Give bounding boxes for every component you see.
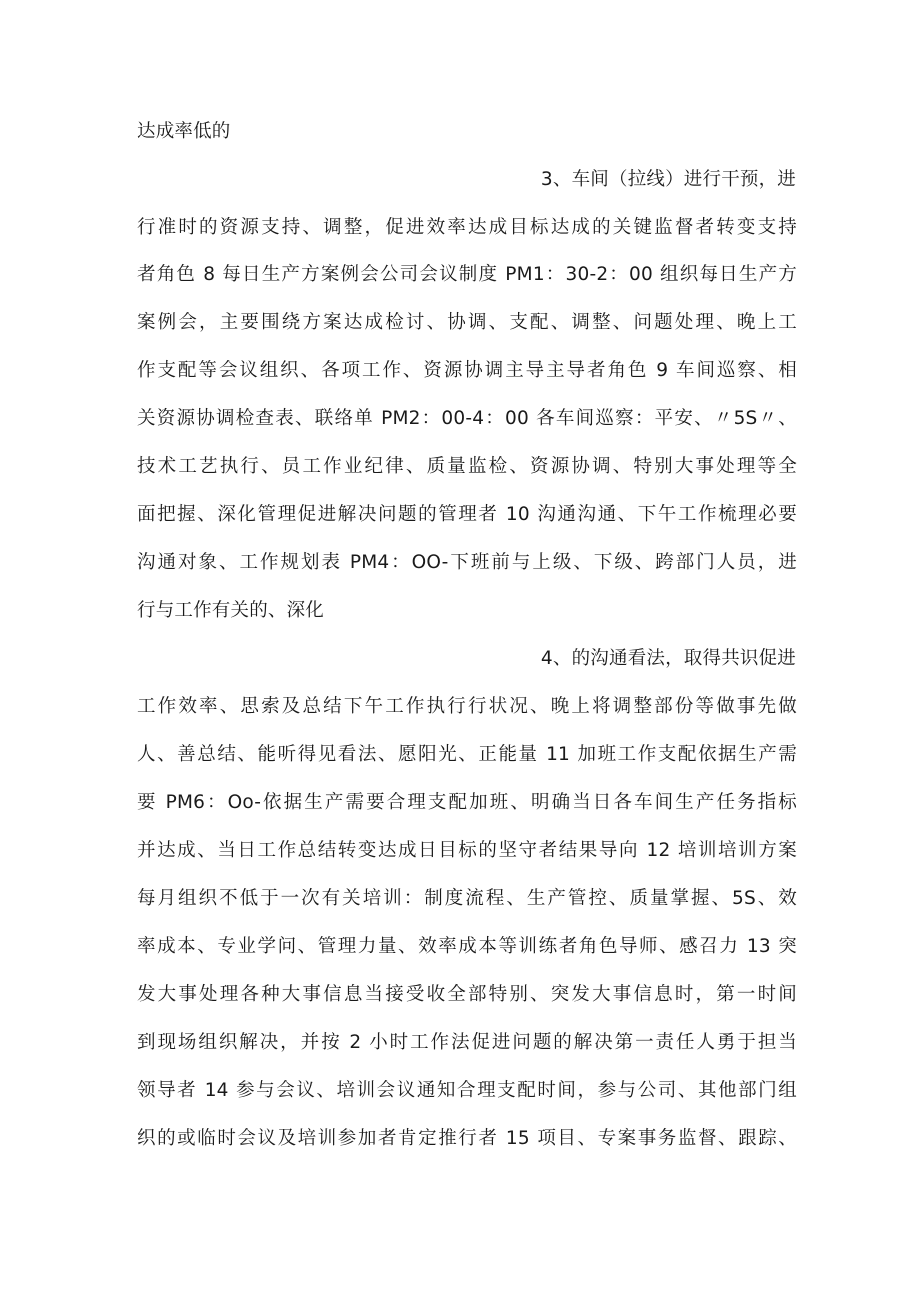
- text-line: 者角色 8 每日生产方案例会公司会议制度 PM1：30-2：00 组织每日生产方: [137, 264, 797, 285]
- text-line: 4、的沟通看法，取得共识促进: [540, 648, 796, 669]
- text-line: 并达成、当日工作总结转变达成日目标的坚守者结果导向 12 培训培训方案: [137, 840, 797, 861]
- text-line: 达成率低的: [137, 121, 231, 142]
- text-line: 领导者 14 参与会议、培训会议通知合理支配时间，参与公司、其他部门组: [137, 1080, 797, 1101]
- text-line: 行准时的资源支持、调整，促进效率达成目标达成的关键监督者转变支持: [137, 217, 797, 238]
- text-line: 沟通对象、工作规划表 PM4：OO-下班前与上级、下级、跨部门人员，进: [137, 552, 797, 573]
- text-line: 每月组织不低于一次有关培训：制度流程、生产管控、质量掌握、5S、效: [137, 888, 797, 909]
- text-line: 率成本、专业学问、管理力量、效率成本等训练者角色导师、感召力 13 突: [137, 936, 797, 957]
- text-line: 技术工艺执行、员工作业纪律、质量监检、资源协调、特别大事处理等全: [137, 456, 797, 477]
- text-line: 面把握、深化管理促进解决问题的管理者 10 沟通沟通、下午工作梳理必要: [137, 504, 797, 525]
- text-line: 行与工作有关的、深化: [137, 600, 325, 621]
- text-line: 要 PM6：Oo-依据生产需要合理支配加班、明确当日各车间生产任务指标: [137, 792, 797, 813]
- text-line: 发大事处理各种大事信息当接受收全部特别、突发大事信息时，第一时间: [137, 984, 797, 1005]
- text-line: 关资源协调检查表、联络单 PM2：00-4：00 各车间巡察：平安、〃5S〃、: [137, 408, 797, 429]
- text-line: 案例会，主要围绕方案达成检讨、协调、支配、调整、问题处理、晚上工: [137, 312, 797, 333]
- text-line: 织的或临时会议及培训参加者肯定推行者 15 项目、专案事务监督、跟踪、: [137, 1128, 797, 1149]
- text-line: 工作效率、思索及总结下午工作执行行状况、晚上将调整部份等做事先做: [137, 696, 797, 717]
- text-line: 作支配等会议组织、各项工作、资源协调主导主导者角色 9 车间巡察、相: [137, 360, 797, 381]
- text-line: 3、车间（拉线）进行干预，进: [540, 169, 796, 190]
- text-line: 人、善总结、能听得见看法、愿阳光、正能量 11 加班工作支配依据生产需: [137, 744, 797, 765]
- text-line: 到现场组织解决，并按 2 小时工作法促进问题的解决第一责任人勇于担当: [137, 1032, 797, 1053]
